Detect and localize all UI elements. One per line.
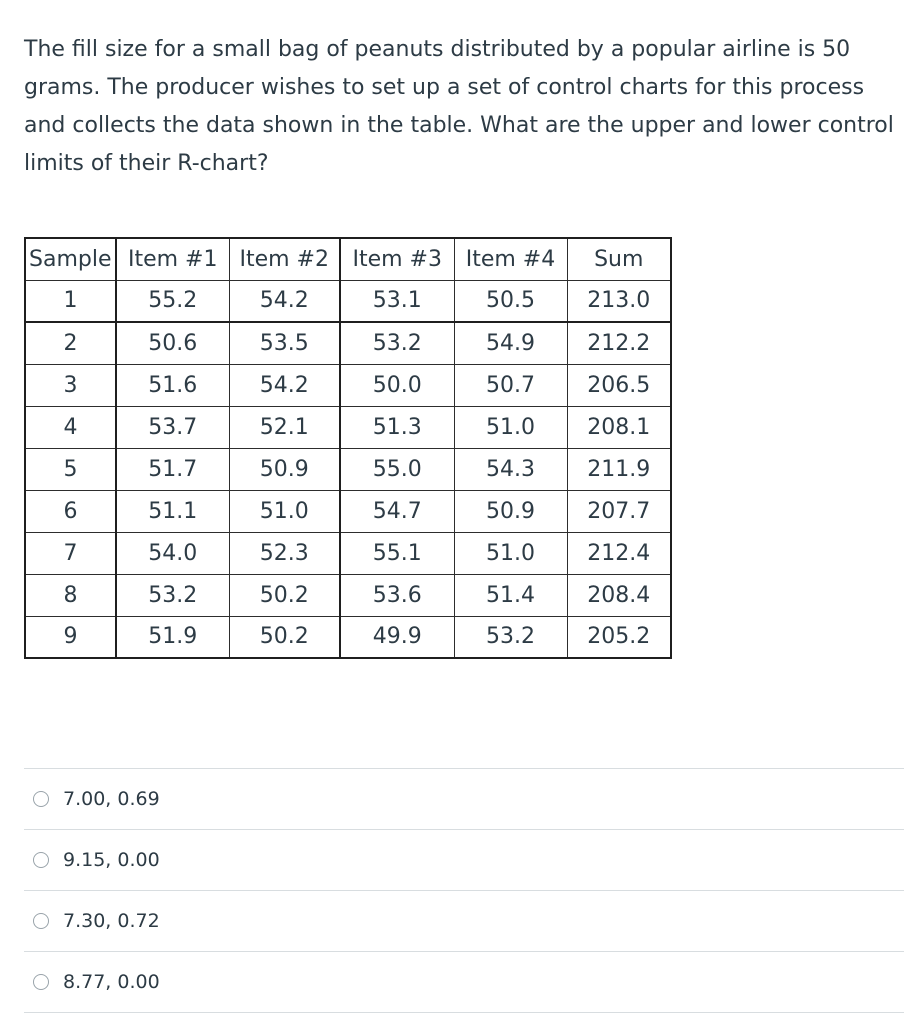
column-header: Item #4 xyxy=(454,238,567,280)
table-cell: 9 xyxy=(25,616,116,658)
table-row xyxy=(25,448,671,490)
table-cell: 54.9 xyxy=(454,322,567,364)
table-row xyxy=(25,364,671,406)
table-cell: 51.1 xyxy=(116,490,229,532)
table-cell: 51.9 xyxy=(116,616,229,658)
table-cell: 51.4 xyxy=(454,574,567,616)
table-cell: 54.2 xyxy=(229,280,340,322)
table-cell: 50.2 xyxy=(229,574,340,616)
table-cell: 7 xyxy=(25,532,116,574)
table-cell: 51.7 xyxy=(116,448,229,490)
table-row xyxy=(25,322,671,364)
table-cell: 50.7 xyxy=(454,364,567,406)
table-row xyxy=(25,532,671,574)
table-cell: 51.0 xyxy=(229,490,340,532)
column-header: Sample xyxy=(25,238,116,280)
table-row xyxy=(25,490,671,532)
answer-option[interactable] xyxy=(24,951,904,1013)
table-row xyxy=(25,406,671,448)
data-table xyxy=(24,237,672,659)
table-cell: 51.3 xyxy=(340,406,454,448)
table-cell: 52.1 xyxy=(229,406,340,448)
answer-label: 8.77, 0.00 xyxy=(63,971,160,993)
table-cell: 212.2 xyxy=(567,322,671,364)
table-row xyxy=(25,616,671,658)
answer-option[interactable] xyxy=(24,768,904,829)
column-header: Sum xyxy=(567,238,671,280)
table-cell: 211.9 xyxy=(567,448,671,490)
answer-option[interactable] xyxy=(24,829,904,890)
radio-button[interactable] xyxy=(33,852,49,868)
table-cell: 54.2 xyxy=(229,364,340,406)
table-cell: 50.0 xyxy=(340,364,454,406)
table-cell: 51.0 xyxy=(454,406,567,448)
table-cell: 213.0 xyxy=(567,280,671,322)
table-cell: 55.2 xyxy=(116,280,229,322)
answer-option[interactable] xyxy=(24,890,904,951)
table-cell: 6 xyxy=(25,490,116,532)
table-cell: 53.2 xyxy=(340,322,454,364)
table-cell: 54.0 xyxy=(116,532,229,574)
table-cell: 212.4 xyxy=(567,532,671,574)
table-cell: 50.9 xyxy=(229,448,340,490)
table-cell: 50.9 xyxy=(454,490,567,532)
column-header: Item #3 xyxy=(340,238,454,280)
table-cell: 53.6 xyxy=(340,574,454,616)
table-cell: 3 xyxy=(25,364,116,406)
table-cell: 208.4 xyxy=(567,574,671,616)
column-header: Item #1 xyxy=(116,238,229,280)
table-cell: 4 xyxy=(25,406,116,448)
table-cell: 50.2 xyxy=(229,616,340,658)
table-cell: 53.1 xyxy=(340,280,454,322)
radio-button[interactable] xyxy=(33,791,49,807)
table-cell: 55.0 xyxy=(340,448,454,490)
table-row xyxy=(25,574,671,616)
table-cell: 50.6 xyxy=(116,322,229,364)
table-cell: 5 xyxy=(25,448,116,490)
table-cell: 53.5 xyxy=(229,322,340,364)
table-cell: 55.1 xyxy=(340,532,454,574)
table-header-row xyxy=(25,238,671,280)
radio-button[interactable] xyxy=(33,913,49,929)
radio-button[interactable] xyxy=(33,974,49,990)
table-cell: 51.0 xyxy=(454,532,567,574)
table-cell: 208.1 xyxy=(567,406,671,448)
table-cell: 54.3 xyxy=(454,448,567,490)
table-cell: 2 xyxy=(25,322,116,364)
table-cell: 53.2 xyxy=(116,574,229,616)
table-cell: 53.2 xyxy=(454,616,567,658)
table-cell: 207.7 xyxy=(567,490,671,532)
table-cell: 52.3 xyxy=(229,532,340,574)
question-text: The fill size for a small bag of peanuts distributed by a popular airline is 50 grams. The producer wishes to set up a set of control charts for this process and collects the data shown in the table. What are the upper and lower control limits of their R-chart? xyxy=(24,37,894,176)
table-row xyxy=(25,280,671,322)
answer-label: 9.15, 0.00 xyxy=(63,849,160,871)
table-cell: 49.9 xyxy=(340,616,454,658)
table-cell: 1 xyxy=(25,280,116,322)
table-cell: 53.7 xyxy=(116,406,229,448)
table-cell: 8 xyxy=(25,574,116,616)
table-cell: 51.6 xyxy=(116,364,229,406)
answer-label: 7.00, 0.69 xyxy=(63,788,160,810)
answer-options xyxy=(24,768,904,1013)
column-header: Item #2 xyxy=(229,238,340,280)
table-cell: 205.2 xyxy=(567,616,671,658)
table-cell: 206.5 xyxy=(567,364,671,406)
table-cell: 54.7 xyxy=(340,490,454,532)
answer-label: 7.30, 0.72 xyxy=(63,910,160,932)
table-cell: 50.5 xyxy=(454,280,567,322)
